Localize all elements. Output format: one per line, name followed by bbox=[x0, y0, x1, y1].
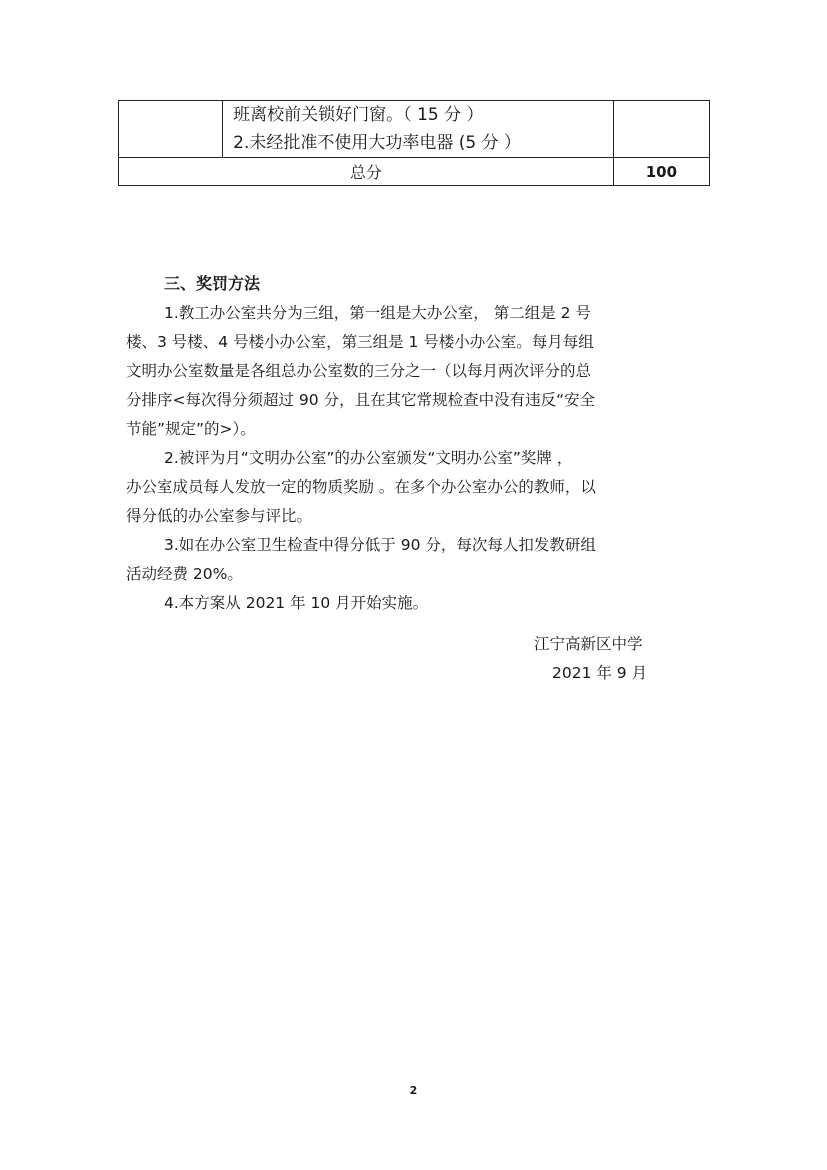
score-table bbox=[118, 100, 710, 186]
signature-date: 2021 年 9 月 bbox=[552, 664, 648, 682]
table-cell-score bbox=[613, 101, 709, 158]
total-value: 100 bbox=[613, 158, 709, 186]
paragraph-line: 活动经费 20%。 bbox=[126, 565, 243, 583]
paragraph-line: 4.本方案从 2021 年 10 月开始实施。 bbox=[164, 594, 429, 612]
paragraph-line: 办公室成员每人发放一定的物质奖励 。在多个办公室办公的教师，以 bbox=[126, 478, 596, 496]
paragraph-line: 节能”规定”的>）。 bbox=[126, 420, 256, 438]
rewards-section bbox=[126, 269, 702, 618]
signature-school: 江宁高新区中学 bbox=[534, 635, 643, 653]
table-row bbox=[119, 101, 710, 158]
paragraph-line: 楼、3 号楼、4 号楼小办公室，第三组是 1 号楼小办公室。每月每组 bbox=[126, 333, 594, 351]
table-cell-criteria bbox=[223, 101, 614, 158]
paragraph-4 bbox=[126, 589, 702, 618]
paragraph-3 bbox=[126, 531, 702, 589]
paragraph-line: 文明办公室数量是各组总办公室数的三分之一（以每月两次评分的总 bbox=[126, 362, 592, 380]
criteria-line: 班离校前关锁好门窗。（ 15 分 ） bbox=[233, 105, 484, 125]
page-number: 2 bbox=[409, 1084, 418, 1097]
table-row-total bbox=[119, 158, 710, 186]
signature-block bbox=[500, 630, 700, 688]
paragraph-1 bbox=[126, 299, 702, 444]
paragraph-line: 得分低的办公室参与评比。 bbox=[126, 507, 313, 525]
paragraph-line: 3.如在办公室卫生检查中得分低于 90 分，每次每人扣发教研组 bbox=[164, 536, 596, 554]
paragraph-line: 分排序<每次得分须超过 90 分，且在其它常规检查中没有违反“安全 bbox=[126, 391, 596, 409]
paragraph-line: 1.教工办公室共分为三组，第一组是大办公室， 第二组是 2 号 bbox=[164, 304, 591, 322]
paragraph-2 bbox=[126, 444, 702, 531]
total-label: 总分 bbox=[119, 158, 614, 186]
criteria-line: 2.未经批准不使用大功率电器 (5 分 ） bbox=[233, 133, 522, 153]
section-heading: 三、奖罚方法 bbox=[164, 274, 261, 293]
paragraph-line: 2.被评为月“文明办公室”的办公室颁发“文明办公室”奖牌 ， bbox=[164, 449, 573, 467]
table-cell-category bbox=[119, 101, 223, 158]
